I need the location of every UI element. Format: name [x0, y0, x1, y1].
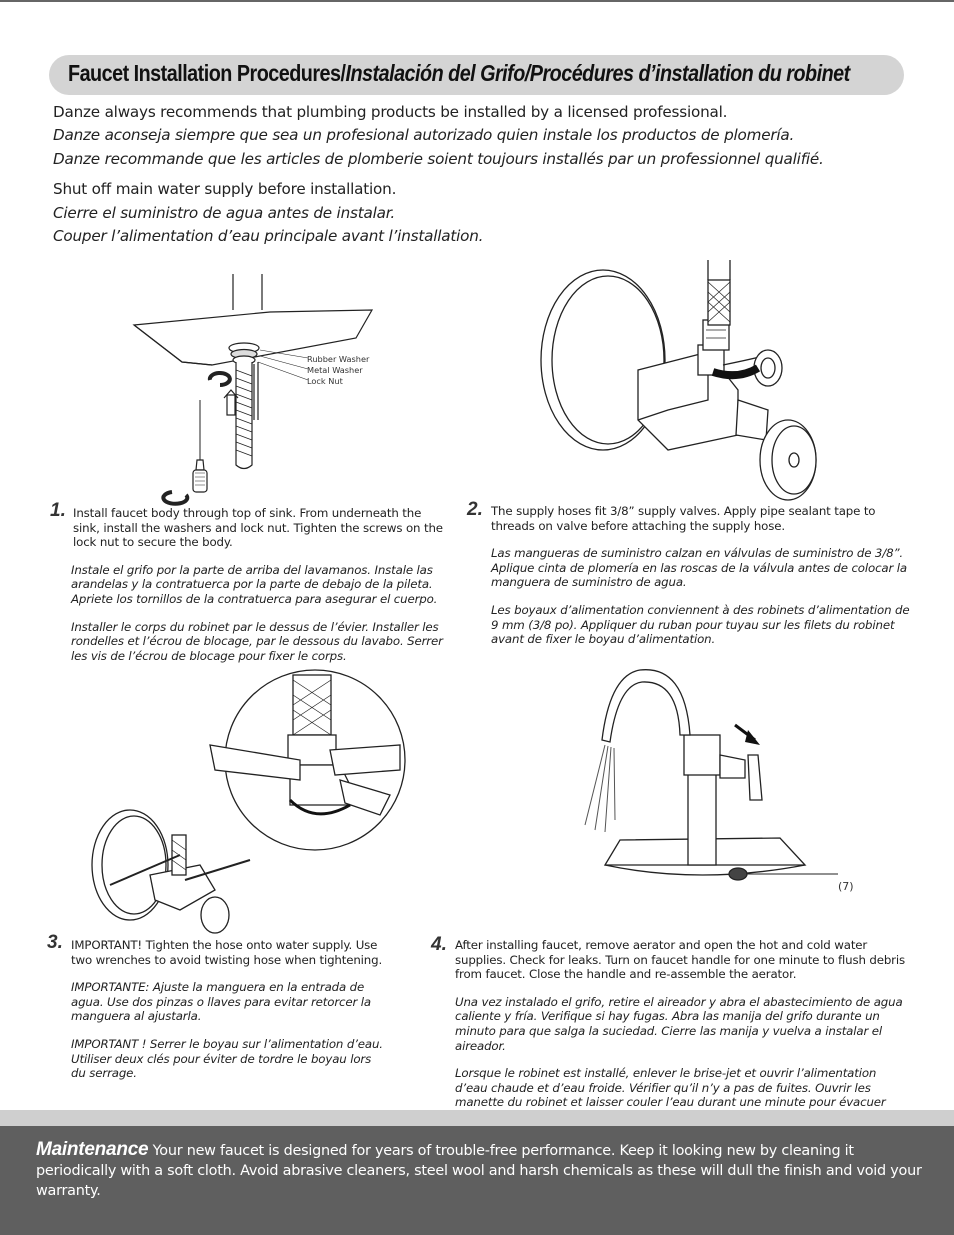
step2-text — [491, 504, 913, 660]
step2-number: 2. — [467, 499, 483, 520]
intro-shut-en: Shut off main water supply before installation. — [53, 180, 397, 198]
page-title: Faucet Installation Procedures/Instalación del Grifo/Procédures d’installation du robinet — [68, 60, 850, 86]
intro-shut-es: Cierre el suministro de agua antes de instalar. — [53, 204, 395, 222]
step1-labels — [307, 354, 369, 387]
step3-fr: IMPORTANT ! Serrer le boyau sur l’alimentation d’eau. Utiliser deux clés pour éviter de tordre le boyau lors du serrage. — [71, 1036, 383, 1081]
top-rule — [0, 0, 954, 2]
step3-text — [71, 938, 389, 1094]
label-metal-washer: Metal Washer — [307, 365, 363, 375]
intro-pro-fr: Danze recommande que les articles de plomberie soient toujours installés par un professionnel qualifié. — [53, 150, 824, 168]
step3-es: IMPORTANTE: Ajuste la manguera en la entrada de agua. Use dos pinzas o llaves para evitar retorcer la manguera al ajustarla. — [71, 980, 371, 1024]
step4-illustration — [580, 660, 820, 900]
step1-fr: Installer le corps du robinet par le dessus de l’évier. Installer les rondelles et l’écrou de blocage, par le dessous du lavabo. Serrer les vis de l’écrou de blocage pour fixer le corps. — [71, 619, 443, 663]
intro-shut-fr: Couper l’alimentation d’eau principale avant l’installation. — [53, 227, 484, 245]
maintenance-text — [36, 1140, 926, 1201]
maintenance-body: Your new faucet is designed for years of trouble-free performance. Keep it looking new by cleaning it periodically with a soft cloth. Avoid abrasive cleaners, steel wool and harsh chemicals as these will dull the finish and void your warranty. — [36, 1143, 922, 1199]
step1-number: 1. — [50, 500, 66, 521]
step4-es: Una vez instalado el grifo, retire el aireador y abra el abastecimiento de agua caliente y fría. Verifique si hay fugas. Abra las manija del grifo durante un minuto para que salga la suciedad. Cierre las manija y vuelva a instalar el aireador. — [455, 994, 903, 1053]
step2-illustration — [538, 260, 828, 500]
label-rubber-washer: Rubber Washer — [307, 354, 370, 364]
step2-es: Las mangueras de suministro calzan en válvulas de suministro de 3/8”. Aplique cinta de plomería en las roscas de la válvula antes de colocar la manguera de suministro de agua. — [491, 546, 907, 590]
intro-pro-es: Danze aconseja siempre que sea un profesional autorizado quien instale los productos de plomería. — [53, 126, 795, 144]
maintenance-heading: Maintenance — [36, 1139, 149, 1160]
step1-en: Install faucet body through top of sink. From underneath the sink, install the washers and lock nut. Tighten the screws on the lock nut to secure the body. — [73, 506, 443, 550]
step4-fr: Lorsque le robinet est installé, enlever le brise-jet et ouvrir l’alimentation d’eau chaude et d’eau froide. Vérifier qu’il n’y a pas de fuites. Ouvrir les manette du robinet et laisser couler l’eau durant une minute pour évacuer — [455, 1066, 886, 1110]
step4-number: 4. — [431, 934, 447, 955]
label-lock-nut: Lock Nut — [307, 376, 343, 386]
step2-en: The supply hoses fit 3/8” supply valves. Apply pipe sealant tape to threads on valve before attaching the supply hose. — [491, 504, 876, 533]
step2-fr: Les boyaux d’alimentation conviennent à des robinets d’alimentation de 9 mm (3/8 po). Appliquer du ruban pour tuyau sur les filets du robinet avant de fixer le boyau d’alimentation. — [491, 602, 910, 647]
step3-en: IMPORTANT! Tighten the hose onto water supply. Use two wrenches to avoid twisting hose when tightening. — [71, 938, 383, 967]
step3-number: 3. — [47, 932, 63, 953]
step4-en: After installing faucet, remove aerator and open the hot and cold water supplies. Check for leaks. Turn on faucet handle for one minute to flush debris from faucet. Close the handle and re-assemble the aerator. — [455, 938, 906, 982]
step1-illustration — [120, 270, 320, 505]
footer-strip — [0, 1110, 954, 1126]
intro-pro-en: Danze always recommends that plumbing products be installed by a licensed professional. — [53, 103, 728, 121]
step1-text — [73, 506, 445, 676]
callout-aerator: (7) — [838, 880, 854, 893]
step3-illustration — [90, 675, 410, 935]
step1-es: Instale el grifo por la parte de arriba del lavamanos. Instale las arandelas y la contratuerca por la parte de debajo de la pileta. Apriete los tornillos de la contratuerca para asegurar el cuerpo. — [71, 562, 438, 606]
